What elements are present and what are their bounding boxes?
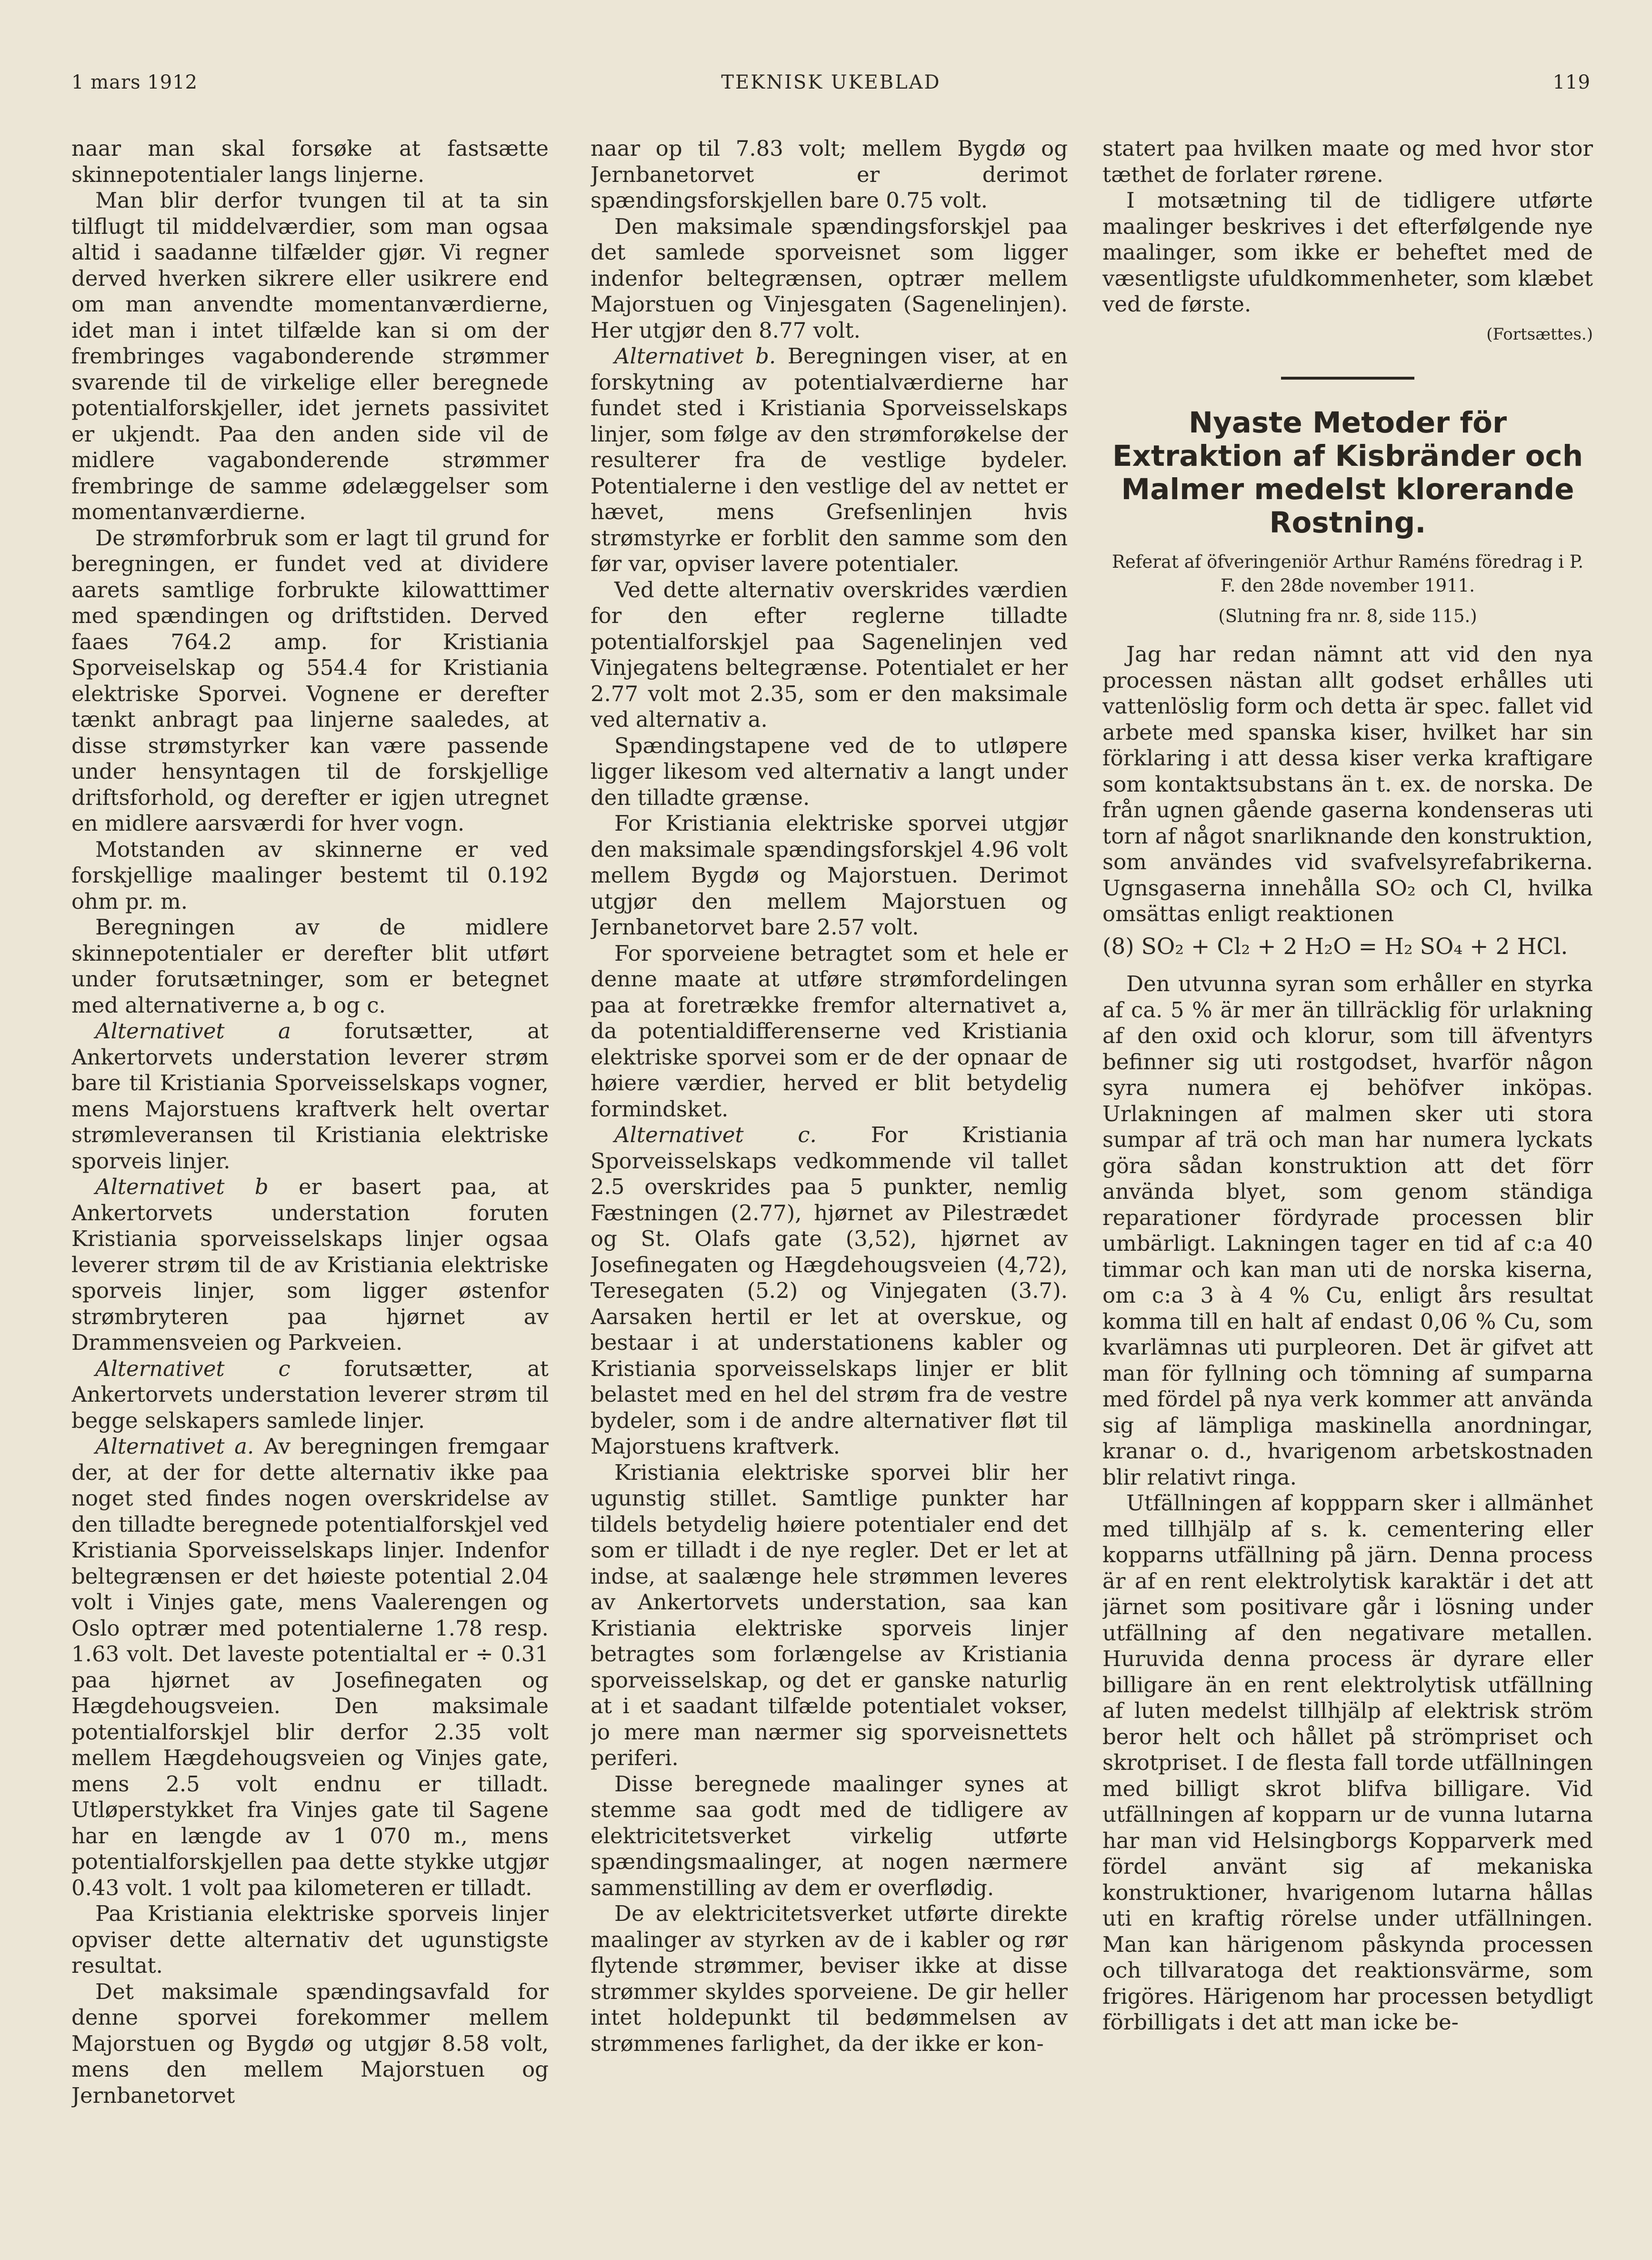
- paragraph: Den utvunna syran som erhåller en styrka af ca. 5 % är mer än tillräcklig för urlakning af den oxid och klorur, som till äfventyrs befinner sig uti rostgodset, hvarför någon syra numera ej behöfver inköpas. Urlakningen af malmen sker uti stora sumpar af trä och man har numera lyckats göra sådan konstruktion att det förr använda blyet, som genom ständiga reparationer fördyrade processen blir umbärligt. Lakningen tager en tid af c:a 40 timmar och kan man uti de norska kiserna, om c:a 3 à 4 % Cu, enligt års resultat komma till en halt af endast 0,06 % Cu, som kvarlämnas uti purpleoren. Det är gifvet att man för fyllning och tömning af sumparna med fördel på nya verk kommer att använda sig af lämpliga maskinella anordningar, kranar o. d., hvarigenom arbetskostnaden blir relativt ringa.: [1102, 971, 1593, 1490]
- paragraph: De strømforbruk som er lagt til grund for beregningen, er fundet ved at dividere aarets samtlige forbrukte kilowatttimer med spændingen og driftstiden. Derved faaes 764.2 amp. for Kristiania Sporveiselskap og 554.4 for Kristiania elektriske Sporvei. Vognene er derefter tænkt anbragt paa linjerne saaledes, at disse strømstyrker kan være passende under hensyntagen til de forskjellige driftsforhold, og derefter er igjen utregnet en midlere aarsværdi for hver vogn.: [71, 525, 549, 836]
- alternative-label: Alternativet c: [95, 1356, 290, 1381]
- alternative-label: Alternativet b: [95, 1174, 269, 1199]
- paragraph: [71, 1174, 549, 1356]
- paragraph: Motstanden av skinnerne er ved forskjellige maalinger bestemt til 0.192 ohm pr. m.: [71, 836, 549, 914]
- column-2: [591, 136, 1068, 2203]
- paragraph: Kristiania elektriske sporvei blir her ugunstig stillet. Samtlige punkter har tildels betydelig høiere potentialer end det som er tilladt i de nye regler. Det er let at indse, at saalænge hele strømmen leveres av Ankertorvets understation, saa kan Kristiania elektriske sporveis linjer betragtes som forlængelse av Kristiania sporveisselskap, og det er ganske naturlig at i et saadant tilfælde potentialet vokser, jo mere man nærmer sig sporveisnettets periferi.: [591, 1459, 1068, 1770]
- paragraph: [71, 1356, 549, 1434]
- paragraph: For Kristiania elektriske sporvei utgjør den maksimale spændingsforskjel 4.96 volt mellem Bygdø og Majorstuen. Derimot utgjør den mellem Majorstuen og Jernbanetorvet bare 2.57 volt.: [591, 811, 1068, 940]
- paragraph: Den maksimale spændingsforskjel paa det samlede sporveisnet som ligger indenfor beltegrænsen, optrær mellem Majorstuen og Vinjesgaten (Sagenelinjen). Her utgjør den 8.77 volt.: [591, 213, 1068, 343]
- paragraph: Ved dette alternativ overskrides værdien for den efter reglerne tilladte potentialforskjel paa Sagenelinjen ved Vinjegatens beltegrænse. Potentialet er her 2.77 volt mot 2.35, som er den maksimale ved alternativ a.: [591, 577, 1068, 732]
- paragraph: De av elektricitetsverket utførte direkte maalinger av styrken av de i kabler og rør flytende strømmer, beviser ikke at disse strømmer skyldes sporveiene. De gir heller intet holdepunkt til bedømmelsen av strømmenes farlighet, da der ikke er kon-: [591, 1901, 1068, 2056]
- paragraph: [591, 343, 1068, 577]
- paragraph-text: Beregningen viser, at en forskytning av potentialværdierne har fundet sted i Kristiania Sporveisselskaps linjer, som følge av den strømforøkelse der resulterer fra de vestlige bydeler. Potentialerne i den vestlige del av nettet er hævet, mens Grefsenlinjen hvis strømstyrke er forblit den samme som den før var, opviser lavere potentialer.: [591, 343, 1068, 576]
- page-number: 119: [1552, 71, 1591, 93]
- column-1: [71, 136, 549, 2203]
- paragraph-text: For Kristiania Sporveisselskaps vedkommende vil tallet 2.5 overskrides paa 5 punkter, nemlig Fæstningen (2.77), hjørnet av Pilestrædet og St. Olafs gate (3,52), hjørnet av Josefinegaten og Hægdehougsveien (4,72), Teresegaten (5.2) og Vinjegaten (3.7). Aarsaken hertil er let at overskue, og bestaar i at understationens kabler og Kristiania sporveisselskaps linjer er blit belastet med en hel del strøm fra de vestre bydeler, som i de andre alternativer fløt til Majorstuens kraftverk.: [591, 1122, 1068, 1459]
- paragraph: Paa Kristiania elektriske sporveis linjer opviser dette alternativ det ugunstigste resultat.: [71, 1901, 549, 1978]
- paragraph: Det maksimale spændingsavfald for denne sporvei forekommer mellem Majorstuen og Bygdø og utgjør 8.58 volt, mens den mellem Majorstuen og Jernbanetorvet: [71, 1979, 549, 2108]
- paragraph: [591, 1122, 1068, 1460]
- article-byline: Referat af öfveringeniör Arthur Raméns föredrag i P. F. den 28de november 1911.: [1111, 552, 1584, 596]
- alternative-label: Alternativet a: [95, 1018, 291, 1044]
- chemical-equation: (8) SO₂ + Cl₂ + 2 H₂O = H₂ SO₄ + 2 HCl.: [1102, 933, 1568, 960]
- paragraph-text: forutsætter, at Ankertorvets understation leverer strøm bare til Kristiania Sporveisselskaps vogner, mens Majorstuens kraftverk helt overtar strømleveransen til Kristiania elektriske sporveis linjer.: [71, 1018, 549, 1174]
- paragraph: [71, 1434, 549, 1901]
- section-divider: [1281, 377, 1414, 380]
- article-headline: Nyaste Metoder för Extraktion af Kisbränder och Malmer medelst klorerande Rostning.: [1112, 406, 1583, 540]
- paragraph-text: Av beregningen fremgaar der, at der for dette alternativ ikke paa noget sted findes nogen overskridelse av den tilladte beregnede potentialforskjel ved Kristiania Sporveisselskaps linjer. Indenfor beltegrænsen er det høieste potential 2.04 volt i Vinjes gate, mens Vaalerengen og Oslo optrær med potentialerne 1.78 resp. 1.63 volt. Det laveste potentialtal er ÷ 0.31 paa hjørnet av Josefinegaten og Hægdehougsveien. Den maksimale potentialforskjel blir derfor 2.35 volt mellem Hægdehougsveien og Vinjes gate, mens 2.5 volt endnu er tilladt. Utløperstykket fra Vinjes gate til Sagene har en længde av 1 070 m., mens potentialforskjellen paa dette stykke utgjør 0.43 volt. 1 volt paa kilometeren er tilladt.: [71, 1434, 549, 1900]
- paragraph: statert paa hvilken maate og med hvor stor tæthet de forlater rørene.: [1102, 136, 1593, 187]
- paragraph-text: er basert paa, at Ankertorvets understation foruten Kristiania sporveisselskaps linjer ogsaa leverer strøm til de av Kristiania elektriske sporveis linjer, som ligger østenfor strømbryteren paa hjørnet av Drammensveien og Parkveien.: [71, 1174, 549, 1355]
- paragraph-text: forutsætter, at Ankertorvets understation leverer strøm til begge selskapers samlede linjer.: [71, 1356, 549, 1433]
- paragraph: naar man skal forsøke at fastsætte skinnepotentialer langs linjerne.: [71, 136, 549, 187]
- alternative-label: Alternativet c.: [614, 1122, 817, 1147]
- paragraph: [71, 1018, 549, 1174]
- continuation-note: (Slutning fra nr. 8, side 115.): [1218, 606, 1477, 626]
- alternative-label: Alternativet b.: [614, 343, 776, 369]
- paragraph: Beregningen av de midlere skinnepotentialer er derefter blit utført under forutsætninger, som er betegnet med alternativerne a, b og c.: [71, 914, 549, 1018]
- issue-date: 1 mars 1912: [71, 71, 198, 93]
- paragraph: Spændingstapene ved de to utløpere ligger likesom ved alternativ a langt under den tilladte grænse.: [591, 733, 1068, 810]
- paragraph: Jag har redan nämnt att vid den nya processen nästan allt godset erhålles uti vattenlöslig form och detta är spec. fallet vid arbete med spanska kiser, hvilket har sin förklaring i att dessa kiser verka kraftigare som kontaktsubstans än t. ex. de norska. De från ugnen gående gaserna kondenseras uti torn af något snarliknande den konstruktion, som användes vid svafvelsyrefabrikerna. Ugnsgaserna innehålla SO₂ och Cl, hvilka omsättas enligt reaktionen: [1102, 642, 1593, 926]
- paragraph: naar op til 7.83 volt; mellem Bygdø og Jernbanetorvet er derimot spændingsforskjellen bare 0.75 volt.: [591, 136, 1068, 213]
- column-3: [1102, 136, 1593, 2203]
- page-header: [71, 71, 1591, 105]
- paragraph: For sporveiene betragtet som et hele er denne maate at utføre strømfordelingen paa at foretrække fremfor alternativet a, da potentialdifferenserne ved Kristiania elektriske sporvei som er de der opnaar de høiere værdier, herved er blit betydelig formindsket.: [591, 940, 1068, 1122]
- paragraph: Disse beregnede maalinger synes at stemme saa godt med de tidligere av elektricitetsverket virkelig utførte spændingsmaalinger, at nogen nærmere sammenstilling av dem er overflødig.: [591, 1771, 1068, 1900]
- paragraph: Utfällningen af koppparn sker i allmänhet med tillhjälp af s. k. cementering eller kopparns utfällning på järn. Denna process är af en rent elektrolytisk karaktär i det att järnet som positivare går i lösning under utfällning af den negativare metallen. Huruvida denna process är dyrare eller billigare än en rent elektrolytisk utfällning af luten medelst tillhjälp af elektrisk ström beror helt och hållet på strömpriset och skrotpriset. I de flesta fall torde utfällningen med billigt skrot blifva billigare. Vid utfällningen af kopparn ur de vunna lutarna har man vid Helsingborgs Kopparverk med fördel använt sig af mekaniska konstruktioner, hvarigenom lutarna hållas uti en kraftig rörelse under utfällningen. Man kan härigenom påskynda processen och tillvaratoga det reaktionsvärme, som frigöres. Härigenom har processen betydligt förbilligats i det att man icke be-: [1102, 1490, 1593, 2035]
- continued-note: (Fortsættes.): [1486, 324, 1593, 344]
- paragraph: Man blir derfor tvungen til at ta sin tilflugt til middelværdier, som man ogsaa altid i saadanne tilfælder gjør. Vi regner derved hverken sikrere eller usikrere end om man anvendte momentanværdierne, idet man i intet tilfælde kan si om der frembringes vagabonderende strømmer svarende til de virkelige eller beregnede potentialforskjeller, idet jernets passivitet er ukjendt. Paa den anden side vil de midlere vagabonderende strømmer frembringe de samme ødelæggelser som momentanværdierne.: [71, 188, 549, 524]
- paragraph: I motsætning til de tidligere utførte maalinger beskrives i det efterfølgende nye maalinger, som ikke er beheftet med de væsentligste ufuldkommenheter, som klæbet ved de første.: [1102, 188, 1593, 317]
- alternative-label: Alternativet a.: [95, 1434, 254, 1459]
- journal-title: TEKNISK UKEBLAD: [721, 71, 941, 93]
